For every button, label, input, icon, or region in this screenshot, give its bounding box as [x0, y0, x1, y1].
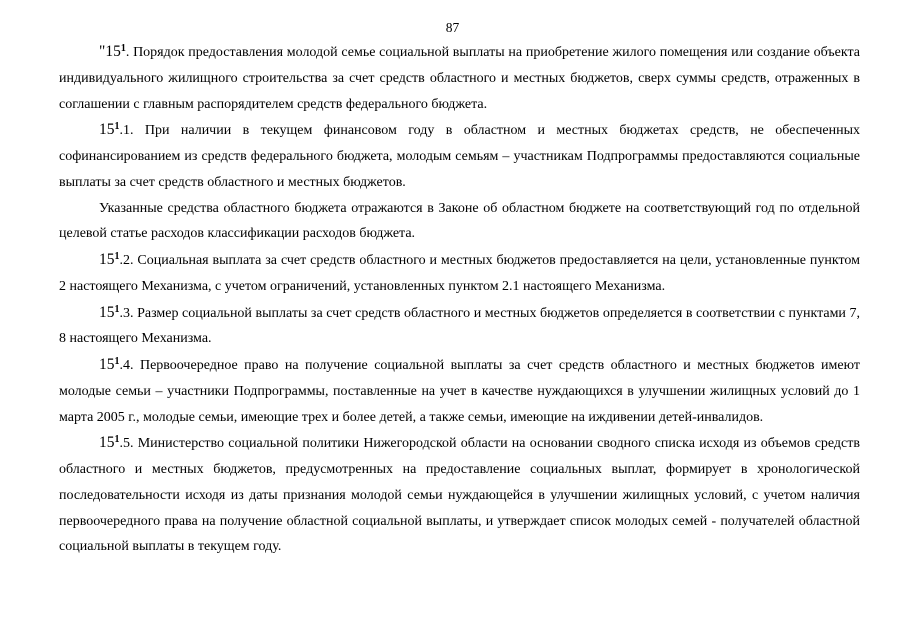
paragraph-15-1-3 — [59, 300, 860, 353]
paragraph-15-1-2 — [59, 247, 860, 300]
clause-number: 15 — [99, 356, 115, 373]
document-body — [59, 39, 860, 560]
clause-number: 15 — [99, 121, 115, 139]
paragraph-budget-note — [59, 196, 860, 248]
paragraph-15-1-5 — [59, 430, 860, 560]
paragraph-text: . Порядок предоставления молодой семье социальной выплаты на приобретение жилого помещения или создание объекта индивидуального жилищного строительства за счет средств областного и местных бюджетов, сверх суммы средств, отраженных в соглашении с главным распорядителем средств федерального бюджета. — [59, 45, 860, 112]
paragraph-15-1-1 — [59, 117, 860, 195]
clause-superscript: 1 — [114, 356, 120, 367]
clause-number: 15 — [99, 251, 115, 268]
paragraph-15-1 — [59, 39, 860, 117]
clause-superscript: 1 — [114, 434, 120, 446]
paragraph-text: .5. Министерство социальной политики Нижегородской области на основании сводного списка исходя из объемов средств областного и местных бюджетов, предусмотренных на предоставление социальных выплат, формирует в хронологической последовательности исходя из даты признания молодой семьи нуждающейся в улучшении жилищных условий, с учетом наличия первоочередного права на получение областной социальной выплаты, и утверждает список молодых семей - получателей областной социальной выплаты в текущем году. — [59, 436, 860, 555]
page-number: 87 — [445, 20, 460, 35]
paragraph-15-1-4 — [59, 352, 860, 430]
clause-superscript: 1 — [114, 121, 120, 133]
clause-superscript: 1 — [114, 303, 120, 315]
clause-superscript: 1 — [120, 43, 126, 54]
paragraph-text: .3. Размер социальной выплаты за счет средств областного и местных бюджетов определяется в соответствии с пунктами 7, 8 настоящего Механизма. — [59, 305, 860, 347]
paragraph-text: .4. Первоочередное право на получение социальной выплаты за счет средств областного и местных бюджетов имеют молодые семьи – участники Подпрограммы, поставленные на учет в качестве нуждающихся в улучшении жилищных условий до 1 марта 2005 г., молодые семьи, имеющие трех и более детей, а также семьи, имеющие на иждивении детей-инвалидов. — [59, 358, 860, 425]
paragraph-text: .1. При наличии в текущем финансовом году в областном и местных бюджетах средств, не обеспеченных софинансированием из средств федерального бюджета, молодым семьям – участникам Подпрограммы предоставляются социальные выплаты за счет средств областного и местных бюджетов. — [59, 123, 860, 190]
clause-number: 15 — [99, 303, 115, 321]
clause-number: "15 — [99, 43, 121, 60]
clause-number: 15 — [99, 434, 115, 452]
paragraph-text: Указанные средства областного бюджета отражаются в Законе об областном бюджете на соответствующий год по отдельной целевой статье расходов классификации расходов бюджета. — [59, 200, 860, 242]
clause-superscript: 1 — [114, 251, 120, 262]
paragraph-text: .2. Социальная выплата за счет средств областного и местных бюджетов предоставляется на цели, установленные пунктом 2 настоящего Механизма, с учетом ограничений, установленных пунктом 2.1 настоящего Механизма. — [59, 253, 860, 294]
